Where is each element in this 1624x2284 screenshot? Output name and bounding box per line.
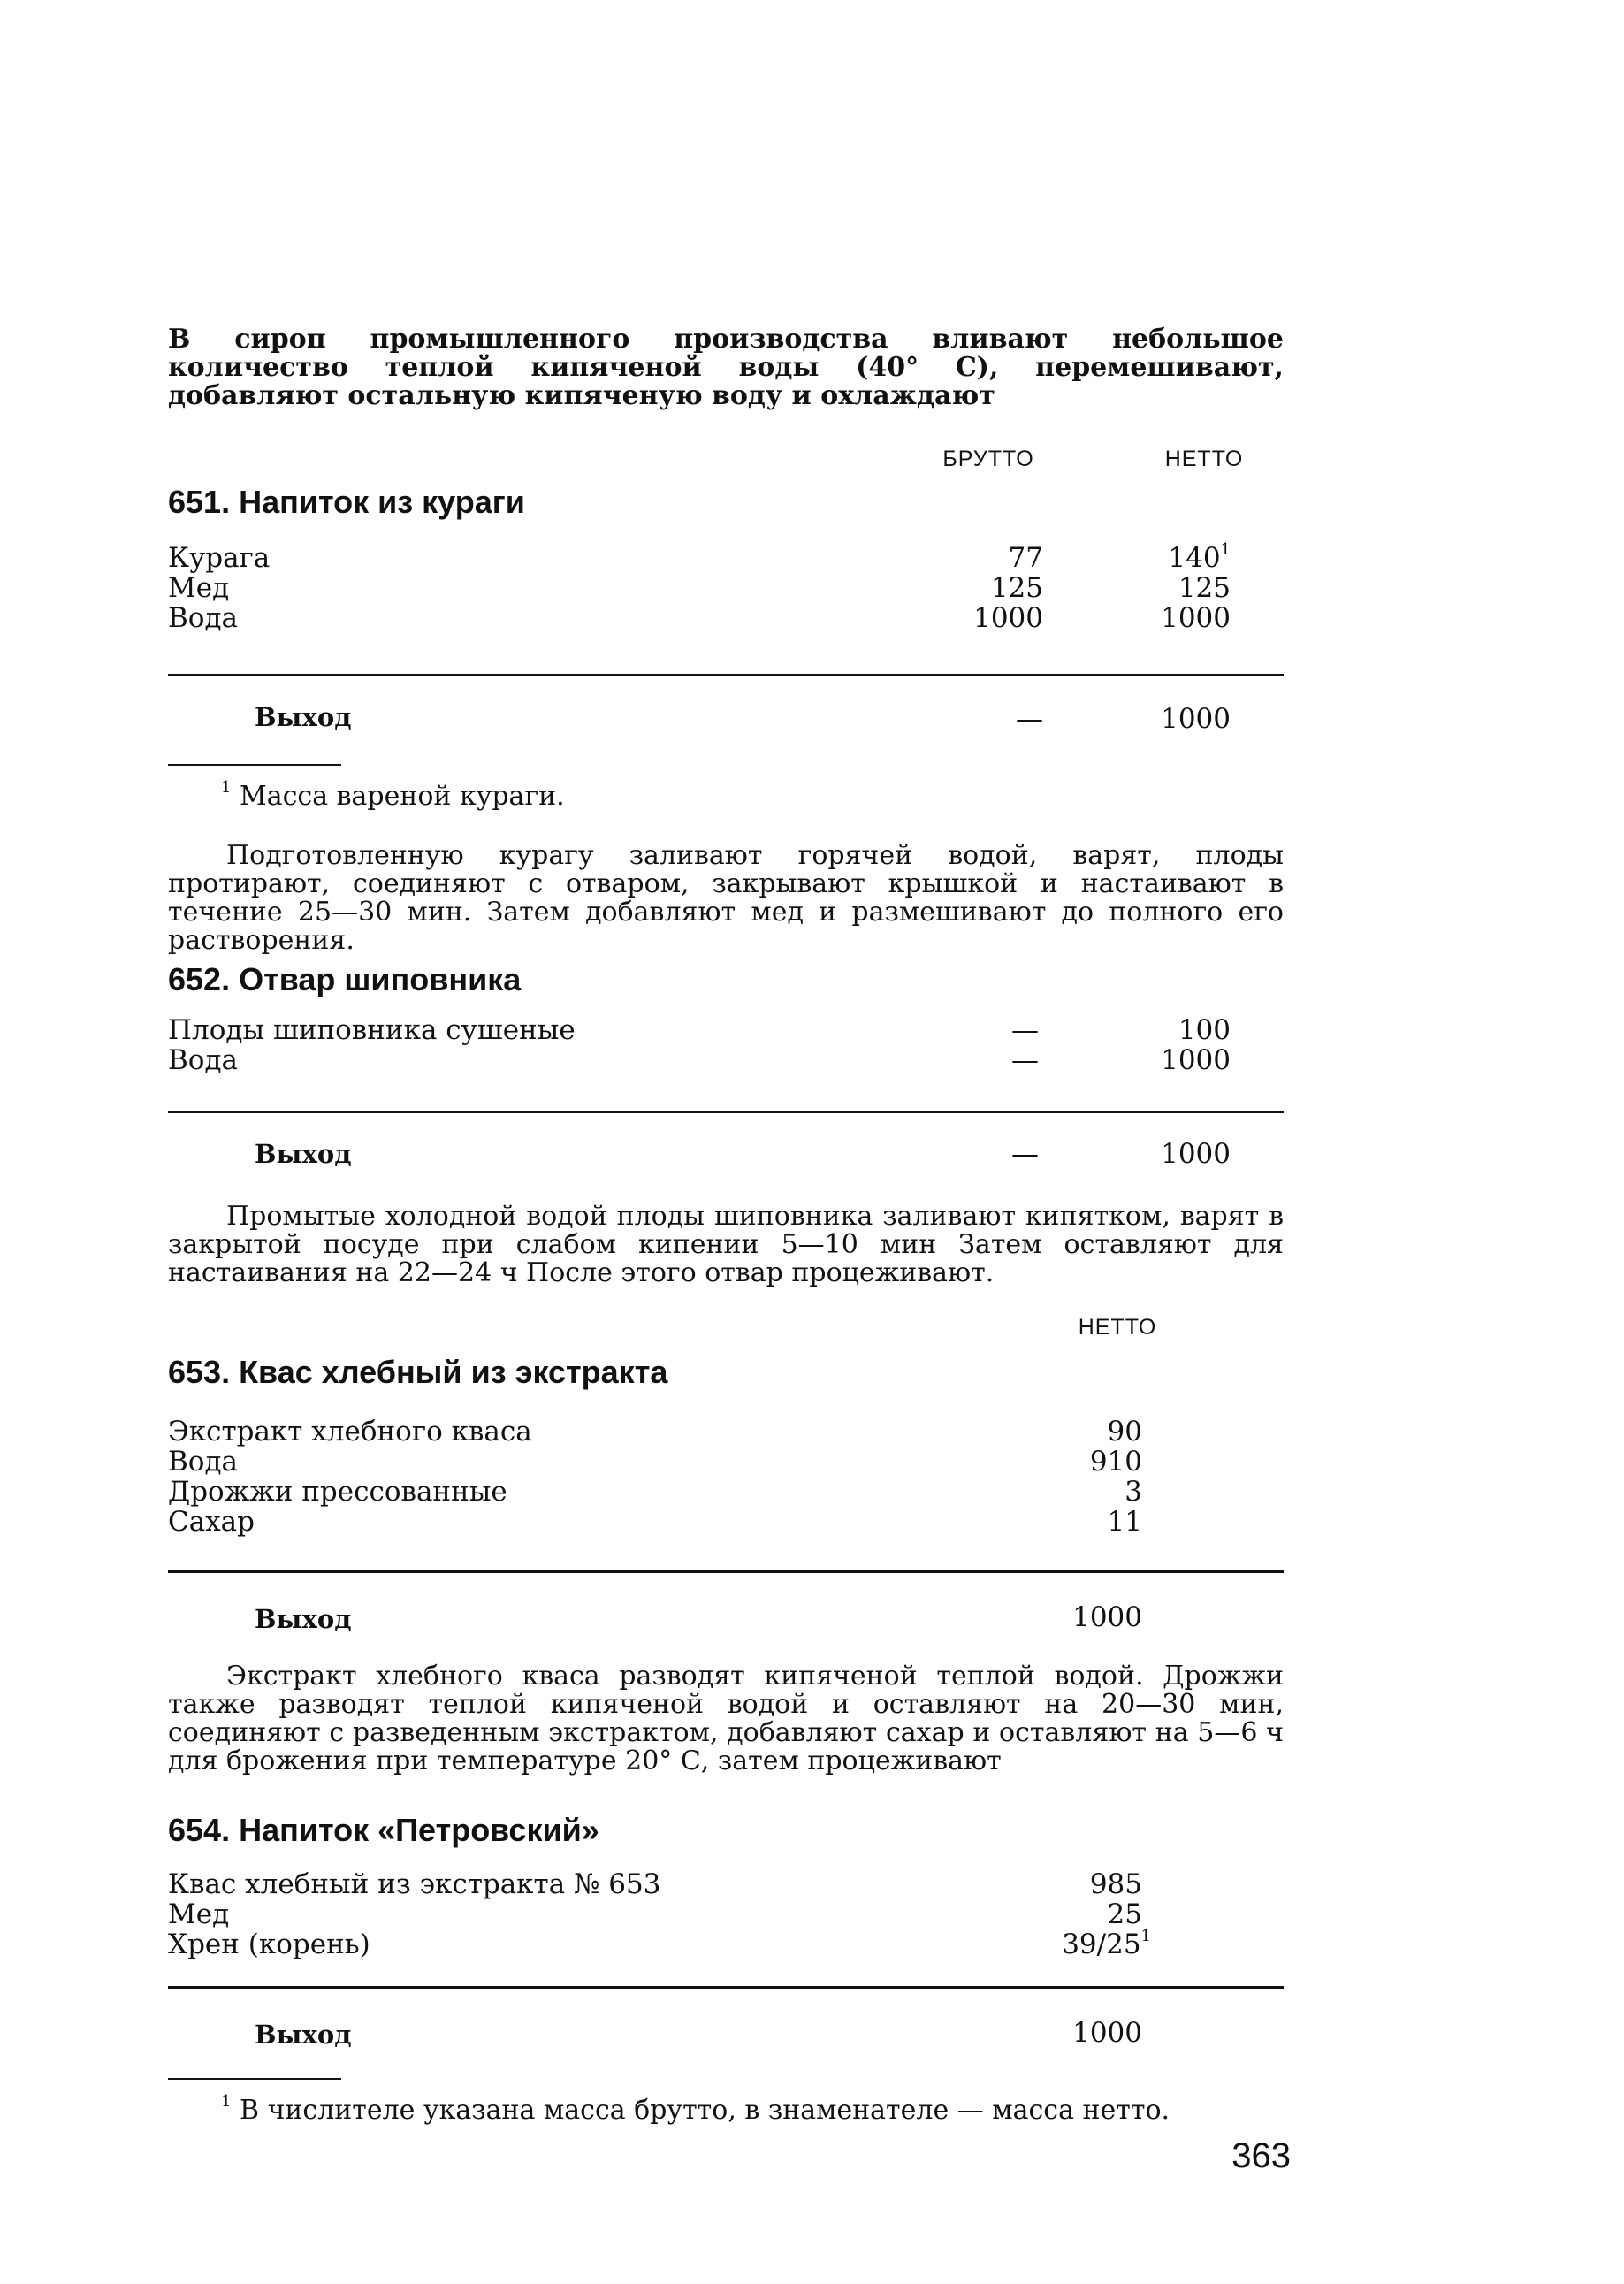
ingredient-row xyxy=(168,603,1284,633)
footnote-mark: 1 xyxy=(1220,540,1231,559)
yield-label: Выход xyxy=(255,2020,352,2050)
ingredient-row xyxy=(168,1417,1284,1447)
ingredient-name: Сахар xyxy=(168,1506,255,1538)
netto-value: 1000 xyxy=(1161,1044,1231,1076)
recipe-653-method: Экстракт хлебного кваса разводят кипяченой теплой водой. Дрожжи также разводят теплой кипяченой водой и оставляют на 20—30 мин, соединяют с разведенным экстрактом, добавляют сахар и оставляют на 5—6 ч для брожения при температуре 20° С, затем процеживают xyxy=(168,1661,1284,1776)
yield-netto: 1000 xyxy=(1161,703,1231,735)
yield-brutto: — xyxy=(1011,1138,1039,1170)
table-divider xyxy=(168,1111,1284,1113)
footnote-text: В числителе указана масса брутто, в знаменателе — масса нетто. xyxy=(240,2095,1170,2126)
intro-paragraph: В сироп промышленного производства вливают небольшое количество теплой кипяченой воды (40° С), перемешивают, добавляют остальную кипяченую воду и охлаждают xyxy=(168,324,1284,411)
ingredient-row xyxy=(168,1899,1284,1929)
ingredient-row xyxy=(168,1869,1284,1899)
netto-number: 39/25 xyxy=(1062,1929,1141,1960)
netto-value: 125 xyxy=(1178,572,1231,604)
footnote-mark: 1 xyxy=(221,2092,232,2111)
recipe-653-title: 653. Квас хлебный из экстракта xyxy=(168,1354,668,1390)
brutto-value: 125 xyxy=(990,572,1043,604)
netto-value: 25 xyxy=(1107,1898,1142,1930)
ingredient-name: Мед xyxy=(168,1898,230,1930)
footnote-mark: 1 xyxy=(1140,1927,1151,1945)
ingredient-name: Хрен (корень) xyxy=(168,1929,370,1960)
ingredient-name: Вода xyxy=(168,1446,239,1478)
ingredient-name: Дрожжи прессованные xyxy=(168,1476,507,1508)
column-header-netto: НЕТТО xyxy=(1164,447,1244,471)
ingredient-name: Квас хлебный из экстракта № 653 xyxy=(168,1868,661,1900)
recipe-651-method: Подготовленную курагу заливают горячей водой, варят, плоды протирают, соединяют с отваром, закрывают крышкой и настаивают в течение 25—30 мин. Затем добавляют мед и размешивают до полного его растворения. xyxy=(168,840,1284,956)
brutto-value: 1000 xyxy=(973,602,1043,634)
footnote xyxy=(221,778,565,812)
netto-value: 90 xyxy=(1107,1416,1142,1448)
brutto-value: — xyxy=(1011,1044,1039,1076)
ingredient-row xyxy=(168,1477,1284,1507)
ingredient-name: Вода xyxy=(168,602,239,634)
ingredient-row xyxy=(168,1507,1284,1537)
recipe-652-title: 652. Отвар шиповника xyxy=(168,961,522,997)
page-number: 363 xyxy=(1231,2136,1291,2175)
recipe-654-title: 654. Напиток «Петровский» xyxy=(168,1812,599,1848)
yield-netto: 1000 xyxy=(1072,2017,1142,2049)
yield-netto: 1000 xyxy=(1072,1601,1142,1633)
yield-netto: 1000 xyxy=(1161,1138,1231,1170)
yield-label: Выход xyxy=(255,1139,352,1169)
ingredient-name: Экстракт хлебного кваса xyxy=(168,1416,532,1448)
ingredient-row xyxy=(168,1447,1284,1477)
footnote-rule xyxy=(168,764,341,766)
ingredient-name: Мед xyxy=(168,572,230,604)
netto-value xyxy=(1062,1929,1151,1959)
footnote-text: Масса вареной кураги. xyxy=(240,781,565,812)
yield-label: Выход xyxy=(255,1604,352,1634)
ingredient-name: Курага xyxy=(168,542,271,574)
table-divider xyxy=(168,1986,1284,1989)
table-divider xyxy=(168,1570,1284,1573)
column-header-brutto: БРУТТО xyxy=(942,447,1034,471)
netto-value: 3 xyxy=(1125,1476,1142,1508)
yield-brutto: — xyxy=(1016,703,1043,735)
ingredient-row xyxy=(168,1929,1284,1959)
footnote xyxy=(221,2092,1170,2126)
netto-value: 985 xyxy=(1089,1868,1142,1900)
netto-value: 910 xyxy=(1089,1446,1142,1478)
ingredient-row xyxy=(168,573,1284,603)
recipe-651-title: 651. Напиток из кураги xyxy=(168,484,525,520)
netto-value: 100 xyxy=(1178,1014,1231,1046)
ingredient-row xyxy=(168,1015,1284,1045)
brutto-value: 77 xyxy=(1008,542,1043,574)
footnote-mark: 1 xyxy=(221,778,232,797)
ingredient-row xyxy=(168,540,1284,574)
netto-number: 140 xyxy=(1168,542,1221,574)
netto-value: 1000 xyxy=(1161,602,1231,634)
ingredient-row xyxy=(168,1045,1284,1075)
brutto-value: — xyxy=(1011,1014,1039,1046)
table-divider xyxy=(168,674,1284,676)
ingredient-name: Плоды шиповника сушеные xyxy=(168,1014,576,1046)
footnote-rule xyxy=(168,2078,341,2080)
netto-value: 11 xyxy=(1107,1506,1142,1538)
netto-value xyxy=(1168,540,1231,574)
ingredient-name: Вода xyxy=(168,1044,239,1076)
recipe-652-method: Промытые холодной водой плоды шиповника заливают кипятком, варят в закрытой посуде при слабом кипении 5—10 мин Затем оставляют для настаивания на 22—24 ч После этого отвар процеживают. xyxy=(168,1201,1284,1288)
yield-label: Выход xyxy=(255,702,352,732)
column-header-netto: НЕТТО xyxy=(1078,1315,1157,1340)
